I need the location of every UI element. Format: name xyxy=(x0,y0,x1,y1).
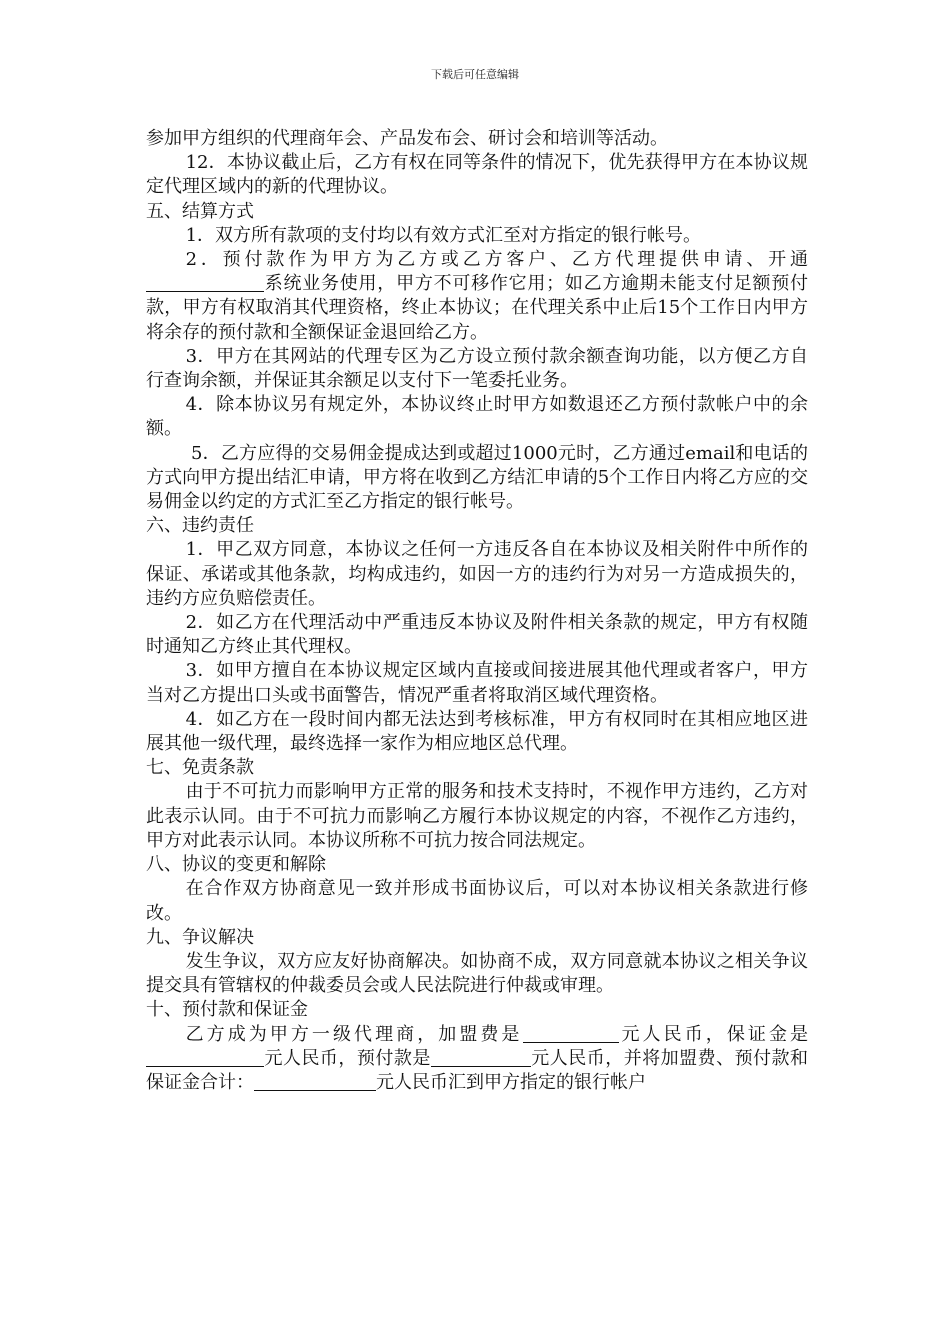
section-heading: 九、争议解决 xyxy=(146,926,254,948)
section-heading: 八、协议的变更和解除 xyxy=(146,854,326,876)
paragraph: 1．甲乙双方同意，本协议之任何一方违反各自在本协议及相关附件中所作的保证、承诺或其他条款，均构成违约，如因一方的违约行为对另一方造成损失的，违约方应负赔偿责任。 xyxy=(146,539,808,609)
text-run: 元人民币，并将加盟费、预付款和保证金合计： xyxy=(146,1047,809,1093)
final-paragraph xyxy=(146,1023,808,1096)
paragraph: 2．如乙方在代理活动中严重违反本协议及附件相关条款的规定，甲方有权随时通知乙方终止其代理权。 xyxy=(146,612,808,658)
paragraph: 由于不可抗力而影响甲方正常的服务和技术支持时，不视作甲方违约，乙方对此表示认同。由于不可抗力而影响乙方履行本协议规定的内容，不视作乙方违约，甲方对此表示认同。本协议所称不可抗力按合同法规定。 xyxy=(146,781,808,851)
paragraph: 12．本协议截止后，乙方有权在同等条件的情况下，优先获得甲方在本协议规定代理区域内的新的代理协议。 xyxy=(146,152,808,198)
fill-blank[interactable] xyxy=(254,1072,376,1091)
text-run: 乙方成为甲方一级代理商，加盟费是 xyxy=(185,1023,523,1045)
paragraph xyxy=(146,248,808,345)
text-run: 元人民币，预付款是 xyxy=(264,1047,431,1069)
paragraph: 在合作双方协商意见一致并形成书面协议后，可以对本协议相关条款进行修改。 xyxy=(146,878,808,924)
section-heading: 七、免责条款 xyxy=(146,757,254,779)
fill-blank[interactable] xyxy=(523,1024,619,1043)
paragraph: 4．除本协议另有规定外，本协议终止时甲方如数退还乙方预付款帐户中的余额。 xyxy=(146,394,808,440)
paragraph: 4．如乙方在一段时间内都无法达到考核标准，甲方有权同时在其相应地区进展其他一级代理，最终选择一家作为相应地区总代理。 xyxy=(146,708,808,755)
text-run: 元人民币汇到甲方指定的银行帐户 xyxy=(376,1071,646,1093)
section-heading: 十、预付款和保证金 xyxy=(146,999,308,1021)
page-header: 下载后可任意编辑 xyxy=(431,68,519,81)
text-run: 系统业务使用，甲方不可移作它用；如乙方逾期未能支付足额预付款，甲方有权取消其代理资格，终止本协议；在代理关系中止后15个工作日内甲方将余存的预付款和全额保证金退回给乙方。 xyxy=(146,273,808,343)
text-run: 元人民币，保证金是 xyxy=(618,1023,809,1045)
fill-blank[interactable] xyxy=(431,1048,531,1067)
section-heading: 六、违约责任 xyxy=(146,515,254,537)
paragraph: 5．乙方应得的交易佣金提成达到或超过1000元时，乙方通过email和电话的方式向甲方提出结汇申请，甲方将在收到乙方结汇申请的5个工作日内将乙方应的交易佣金以约定的方式汇至乙方指定的银行帐号。 xyxy=(146,442,808,513)
fill-blank[interactable] xyxy=(146,273,264,292)
paragraph: 3．如甲方擅自在本协议规定区域内直接或间接进展其他代理或者客户，甲方当对乙方提出口头或书面警告，情况严重者将取消区域代理资格。 xyxy=(146,660,808,706)
text-run: 2．预付款作为甲方为乙方或乙方客户、乙方代理提供申请、开通 xyxy=(185,249,808,271)
section-heading: 五、结算方式 xyxy=(146,200,254,222)
fill-blank[interactable] xyxy=(146,1048,264,1067)
document-body xyxy=(146,127,808,1095)
paragraph: 发生争议，双方应友好协商解决。如协商不成，双方同意就本协议之相关争议提交具有管辖权的仲裁委员会或人民法院进行仲裁或审理。 xyxy=(146,950,808,997)
paragraph: 3．甲方在其网站的代理专区为乙方设立预付款余额查询功能，以方便乙方自行查询余额，并保证其余额足以支付下一笔委托业务。 xyxy=(146,345,808,392)
paragraph: 1．双方所有款项的支付均以有效方式汇至对方指定的银行帐号。 xyxy=(185,224,702,246)
paragraph: 参加甲方组织的代理商年会、产品发布会、研讨会和培训等活动。 xyxy=(146,128,668,149)
